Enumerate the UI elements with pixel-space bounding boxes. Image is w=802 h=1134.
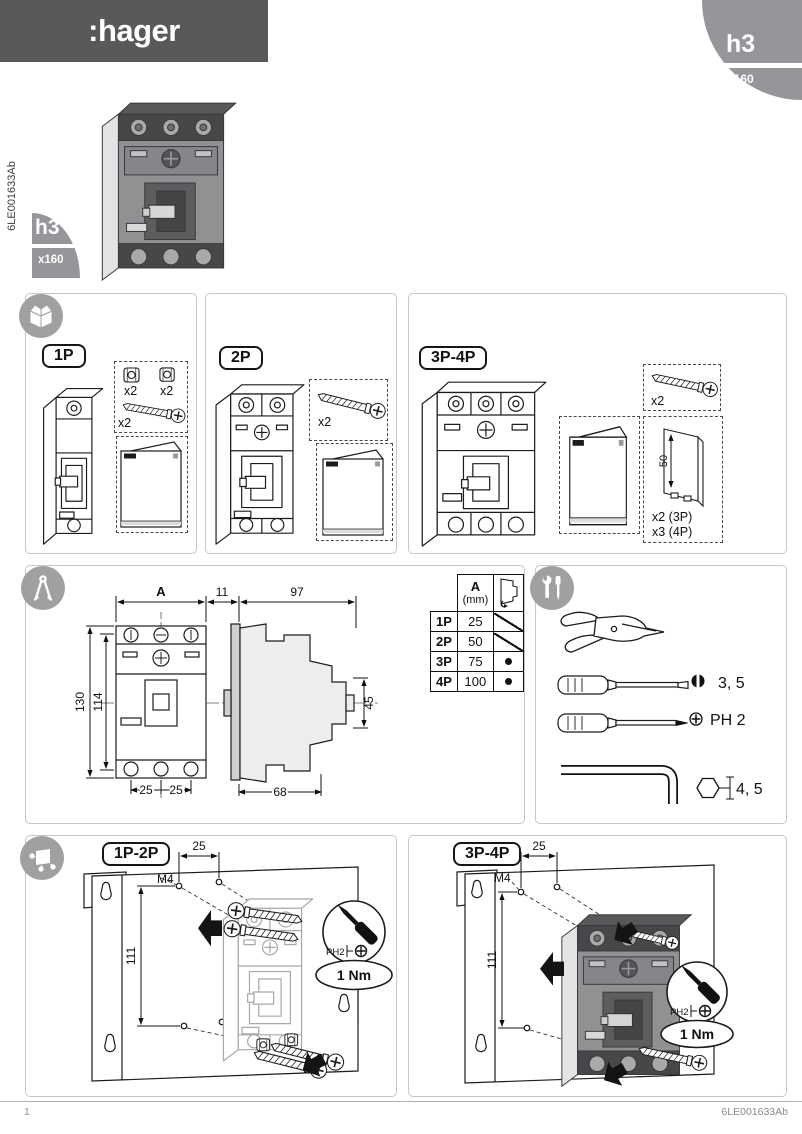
dim-height-fixing: 114 bbox=[91, 692, 105, 712]
dim-pitch-right: 25 bbox=[169, 783, 183, 797]
manual-box bbox=[316, 443, 393, 541]
applicable-mark bbox=[505, 678, 512, 685]
thread-label: M4 bbox=[157, 872, 174, 886]
footer-divider bbox=[0, 1101, 802, 1102]
mount-tag-1p2p: 1P-2P bbox=[102, 842, 170, 866]
pole-tag-2p: 2P bbox=[219, 346, 263, 370]
thread-label: M4 bbox=[494, 871, 511, 885]
manual-drawing bbox=[566, 421, 632, 527]
phillips-size: PH 2 bbox=[710, 712, 746, 729]
tools-icon-glyph bbox=[537, 573, 567, 603]
compass-icon bbox=[21, 566, 65, 610]
mounting-drawing-1p2p bbox=[26, 836, 393, 1093]
flat-screwdriver bbox=[558, 676, 688, 694]
h3-logo: h3 bbox=[726, 30, 756, 58]
document-ref-vertical: 6LE001633Ab bbox=[6, 161, 18, 231]
dim-pitch-left: 25 bbox=[139, 783, 153, 797]
tools-panel bbox=[535, 565, 787, 824]
footer-reference: 6LE001633Ab bbox=[721, 1106, 788, 1118]
pole-tag-3p4p: 3P-4P bbox=[419, 346, 487, 370]
page-number: 1 bbox=[24, 1106, 30, 1118]
dim-vertical-pitch: 111 bbox=[485, 950, 499, 970]
pole-tag-1p: 1P bbox=[42, 344, 86, 368]
wall-mount-icon-glyph bbox=[27, 843, 57, 873]
dim-handle: 45 bbox=[362, 696, 376, 710]
flat-size: 3, 5 bbox=[718, 675, 745, 692]
breaker-drawing-1p bbox=[28, 376, 120, 546]
accessory-box-clips-screws bbox=[114, 361, 188, 433]
dim-base: 68 bbox=[273, 785, 287, 799]
dim-hole-pitch: 25 bbox=[532, 839, 546, 853]
not-applicable-mark bbox=[494, 633, 523, 651]
separator-qty-3p: x2 (3P) bbox=[652, 510, 693, 524]
cutting-pliers bbox=[561, 612, 664, 652]
accessory-box-screws bbox=[643, 364, 721, 411]
package-icon-glyph bbox=[26, 301, 56, 331]
badge-divider bbox=[32, 244, 80, 248]
screw-drawing bbox=[310, 380, 387, 440]
packaging-panel-3p4p bbox=[408, 293, 787, 554]
package-icon bbox=[19, 294, 63, 338]
torque-value: 1 Nm bbox=[679, 1026, 715, 1042]
clip1-qty: x2 bbox=[124, 384, 138, 398]
hex-symbol bbox=[697, 777, 734, 799]
side-view bbox=[224, 624, 354, 782]
range-label: x160 bbox=[727, 72, 754, 86]
dim-offset: 11 bbox=[215, 585, 229, 599]
table-row: 4P 100 bbox=[431, 672, 524, 692]
dim-depth: 97 bbox=[290, 585, 304, 599]
range-label: x160 bbox=[38, 254, 64, 266]
separator-qty-4p: x3 (4P) bbox=[652, 525, 693, 539]
breaker-drawing-3p bbox=[413, 370, 557, 548]
table-row: 2P 50 bbox=[431, 632, 524, 652]
bit-label: PH2 bbox=[326, 947, 345, 958]
dim-vertical-pitch: 111 bbox=[124, 946, 138, 966]
dim-height-total: 130 bbox=[73, 691, 87, 713]
packaging-panel-2p bbox=[205, 293, 397, 554]
manual-drawing bbox=[319, 445, 389, 537]
manual-box bbox=[559, 416, 640, 534]
separator-drawing bbox=[644, 417, 722, 542]
front-view bbox=[116, 626, 206, 778]
accessory-box-separators bbox=[643, 416, 723, 543]
breaker-drawing-2p bbox=[208, 372, 312, 546]
clips-screws-drawing bbox=[115, 362, 187, 432]
screw-qty: x2 bbox=[318, 415, 332, 429]
clip2-qty: x2 bbox=[160, 384, 174, 398]
torque-value: 1 Nm bbox=[336, 967, 372, 983]
allen-key bbox=[561, 770, 673, 804]
appl icable-mark bbox=[505, 658, 512, 665]
tools-icon bbox=[530, 566, 574, 610]
table-header-a: A bbox=[470, 579, 481, 594]
product-image-mccb bbox=[94, 90, 246, 282]
din-mount-icon bbox=[495, 576, 521, 608]
table-row: 1P 25 bbox=[431, 612, 524, 632]
mounting-drawing-3p4p bbox=[409, 836, 783, 1093]
mounting-panel-1p2p bbox=[25, 835, 397, 1097]
hager-logo: :hager bbox=[88, 13, 180, 48]
h3-logo: h3 bbox=[35, 216, 60, 239]
mounting-panel-3p4p bbox=[408, 835, 787, 1097]
wall-mount-icon bbox=[20, 836, 64, 880]
separator-height: 50 bbox=[658, 454, 670, 468]
screw-drawing bbox=[122, 399, 186, 423]
badge-divider bbox=[724, 63, 802, 68]
manual-box bbox=[116, 436, 188, 533]
flat-bit-symbol bbox=[692, 675, 705, 688]
pole-width-table bbox=[430, 574, 524, 692]
mount-tag-3p4p: 3P-4P bbox=[453, 842, 521, 866]
tools-drawing bbox=[536, 566, 783, 820]
screw-drawing bbox=[644, 365, 720, 410]
bit-label: PH2 bbox=[670, 1007, 689, 1018]
dim-width: A bbox=[156, 584, 166, 599]
hex-size: 4, 5 bbox=[736, 781, 763, 798]
h3-badge-left bbox=[32, 213, 80, 278]
accessory-box-screws bbox=[309, 379, 388, 441]
compass-icon-glyph bbox=[28, 573, 58, 603]
not-applicable-mark bbox=[494, 613, 523, 631]
screw-qty: x2 bbox=[651, 394, 665, 408]
manual-drawing bbox=[117, 437, 187, 529]
dimensions-panel bbox=[25, 565, 525, 824]
table-header-unit: (mm) bbox=[462, 594, 489, 606]
dim-hole-pitch: 25 bbox=[192, 839, 206, 853]
phillips-screwdriver bbox=[558, 714, 688, 732]
phillips-bit-symbol bbox=[690, 713, 702, 725]
h3-badge-top-right bbox=[702, 0, 802, 100]
table-row: 3P 75 bbox=[431, 652, 524, 672]
screw-qty: x2 bbox=[118, 416, 132, 430]
brand-header bbox=[0, 0, 268, 62]
